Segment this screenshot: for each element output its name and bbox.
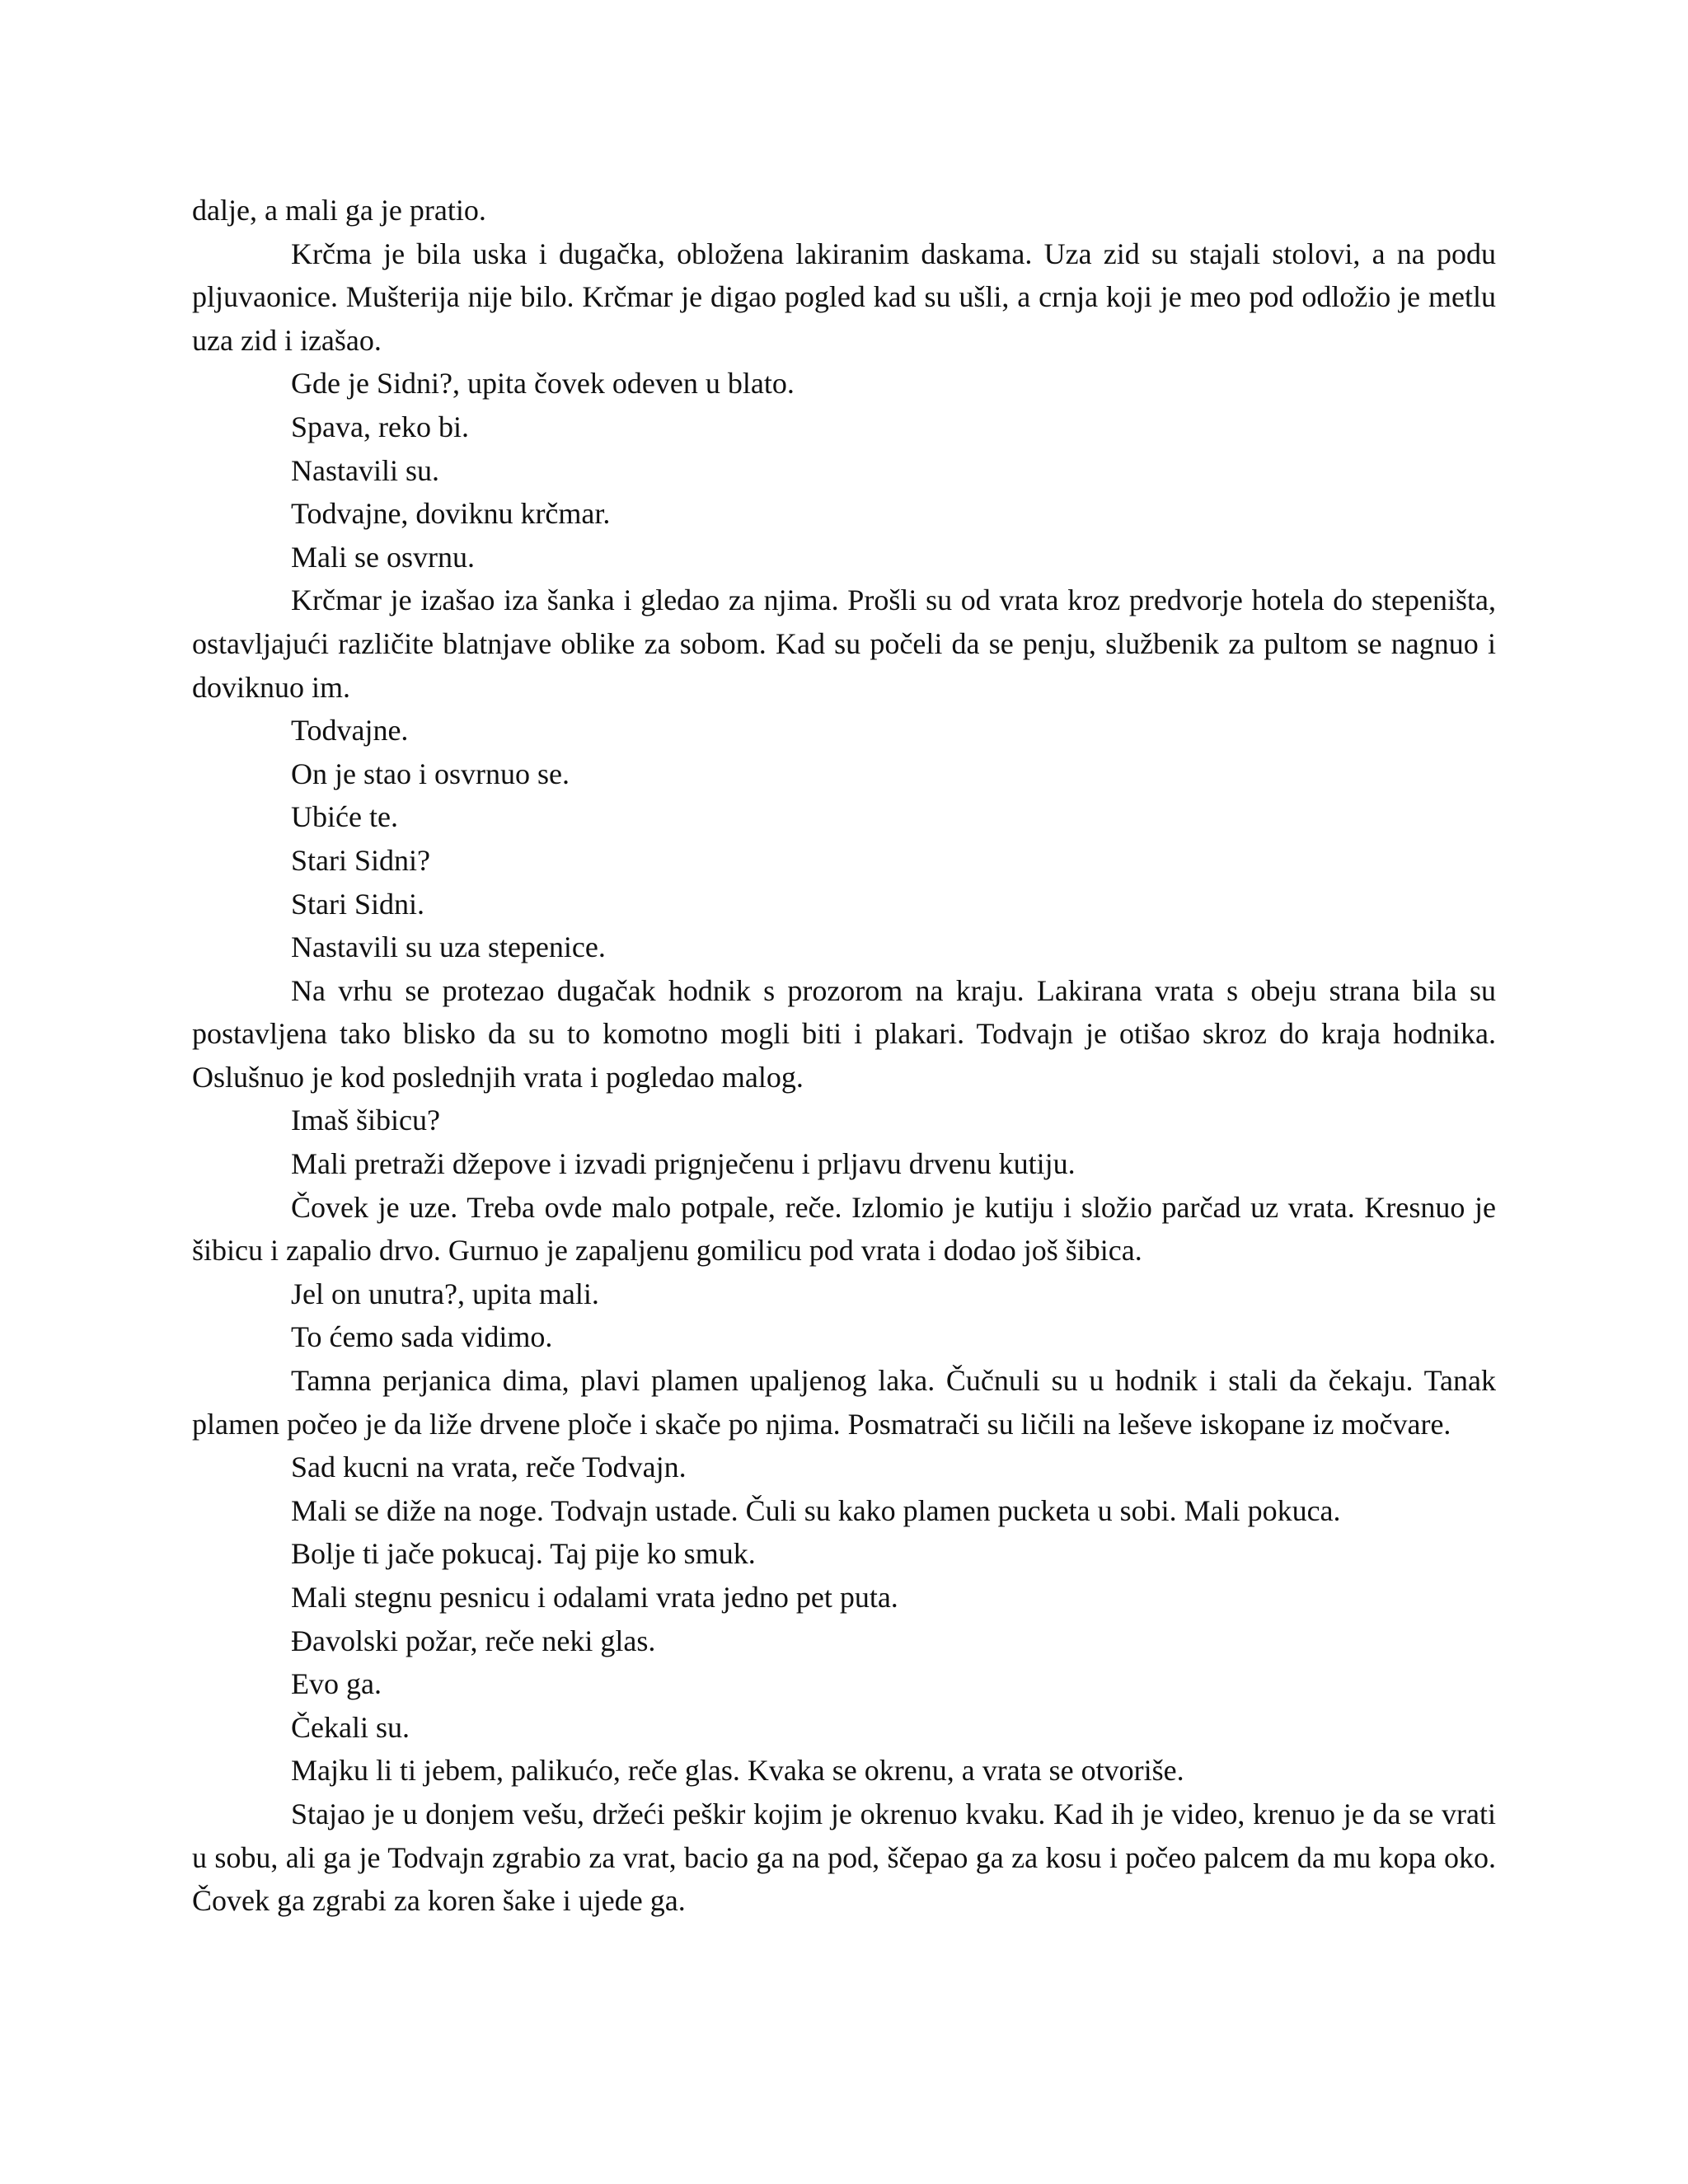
- paragraph: Majku li ti jebem, palikućo, reče glas. Kvaka se okrenu, a vrata se otvoriše.: [291, 1754, 1184, 1788]
- paragraph: Nastavili su.: [291, 453, 439, 487]
- paragraph: Jel on unutra?, upita mali.: [291, 1277, 599, 1310]
- paragraph: Sad kucni na vrata, reče Todvajn.: [291, 1451, 687, 1484]
- paragraph: dalje, a mali ga je pratio.: [192, 194, 486, 227]
- paragraph: Krčmar je izašao iza šanka i gledao za njima. Prošli su od vrata kroz predvorje hotela do stepeništa, ostavljajući različite blatnjave oblike za sobom. Kad su počeli da se penju, službenik za pultom se nagnuo i doviknuo im.: [192, 583, 1496, 704]
- paragraph: Stari Sidni.: [291, 887, 425, 921]
- paragraph: Krčma je bila uska i dugačka, obložena lakiranim daskama. Uza zid su stajali stolovi, a na podu pljuvaonice. Mušterija nije bilo. Krčmar je digao pogled kad su ušli, a crnja koji je meo pod odložio je metlu uza zid i izašao.: [192, 237, 1496, 357]
- paragraph: Tamna perjanica dima, plavi plamen upaljenog laka. Čučnuli su u hodnik i stali da čekaju. Tanak plamen počeo je da liže drvene ploče i skače po njima. Posmatrači su ličili na leševe iskopane iz močvare.: [192, 1364, 1496, 1441]
- paragraph: Đavolski požar, reče neki glas.: [291, 1624, 656, 1657]
- paragraph: Mali se diže na noge. Todvajn ustade. Čuli su kako plamen pucketa u sobi. Mali pokuca.: [291, 1493, 1341, 1527]
- paragraph: Mali pretraži džepove i izvadi prignječenu i prljavu drvenu kutiju.: [291, 1147, 1076, 1181]
- paragraph: Čovek je uze. Treba ovde malo potpale, reče. Izlomio je kutiju i složio parčad uz vrata. Kresnuo je šibicu i zapalio drvo. Gurnuo je zapaljenu gomilicu pod vrata i dodao još šibica.: [192, 1190, 1496, 1268]
- paragraph: Todvajne, doviknu krčmar.: [291, 497, 611, 531]
- paragraph: Mali stegnu pesnicu i odalami vrata jedno pet puta.: [291, 1581, 898, 1614]
- paragraph: Spava, reko bi.: [291, 410, 469, 443]
- paragraph: On je stao i osvrnuo se.: [291, 757, 570, 790]
- paragraph: Na vrhu se protezao dugačak hodnik s prozorom na kraju. Lakirana vrata s obeju strana bila su postavljena tako blisko da su to komotno mogli biti i plakari. Todvajn je otišao skroz do kraja hodnika. Oslušnuo je kod poslednjih vrata i pogledao malog.: [192, 973, 1496, 1094]
- paragraph: Todvajne.: [291, 714, 409, 748]
- paragraph: Stajao je u donjem vešu, držeći peškir kojim je okrenuo kvaku. Kad ih je video, krenuo je da se vrati u sobu, ali ga je Todvajn zgrabio za vrat, bacio ga na pod, ščepao ga za kosu i počeo palcem da mu kopa oko. Čovek ga zgrabi za koren šake i ujede ga.: [192, 1797, 1496, 1918]
- paragraph: Čekali su.: [291, 1710, 410, 1744]
- paragraph: To ćemo sada vidimo.: [291, 1320, 553, 1354]
- paragraph: Imaš šibicu?: [291, 1104, 440, 1137]
- paragraph: Gde je Sidni?, upita čovek odeven u blato.: [291, 367, 795, 401]
- paragraph: Stari Sidni?: [291, 843, 430, 877]
- paragraph: Bolje ti jače pokucaj. Taj pije ko smuk.: [291, 1537, 756, 1571]
- paragraph: Ubiće te.: [291, 800, 398, 834]
- text-body: [192, 189, 1496, 1923]
- paragraph: Evo ga.: [291, 1667, 382, 1701]
- paragraph: Nastavili su uza stepenice.: [291, 930, 606, 964]
- paragraph: Mali se osvrnu.: [291, 540, 475, 574]
